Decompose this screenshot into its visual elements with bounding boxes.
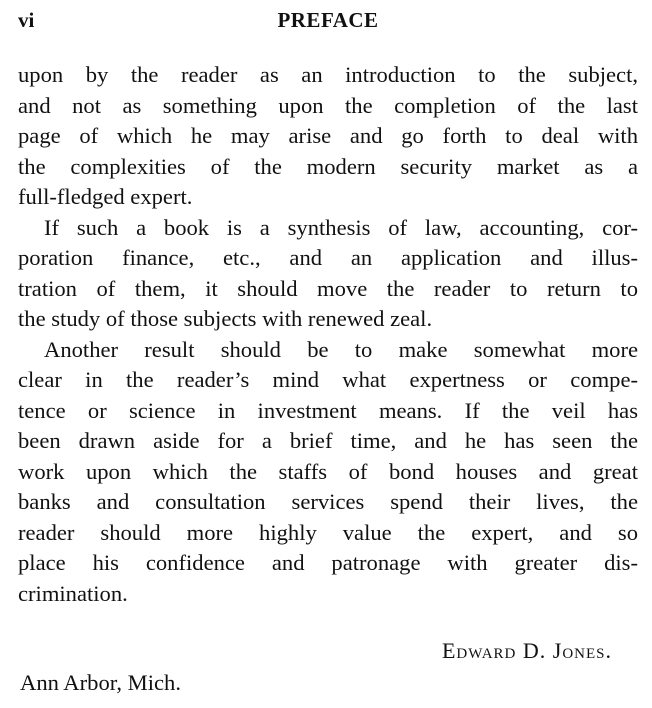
paragraph xyxy=(18,335,638,610)
paragraph xyxy=(18,213,638,335)
text-line: page of which he may arise and go forth to deal with xyxy=(18,123,638,148)
text-line: reader should more highly value the expert, and so xyxy=(18,519,638,545)
running-head: PREFACE xyxy=(277,8,379,32)
text-line: the complexities of the modern security market as a xyxy=(18,153,638,179)
text-line: banks and consultation services spend their lives, the xyxy=(18,489,638,514)
text-line: been drawn aside for a brief time, and he has seen the xyxy=(18,428,638,453)
text-line: full-fledged expert. xyxy=(18,184,193,209)
text-line: place his confidence and patronage with greater dis- xyxy=(18,550,638,575)
text-line: clear in the reader’s mind what expertness or compe- xyxy=(18,367,638,392)
text-line: upon by the reader as an introduction to the subject, xyxy=(18,62,638,87)
text-line: tration of them, it should move the reader to return to xyxy=(18,275,638,301)
place-line: Ann Arbor, Mich. xyxy=(20,670,182,695)
text-line: and not as something upon the completion of the last xyxy=(18,92,638,118)
text-line: If such a book is a synthesis of law, accounting, cor- xyxy=(44,214,638,240)
paragraph xyxy=(18,60,638,213)
body-text xyxy=(18,60,638,609)
text-line: tence or science in investment means. If the veil has xyxy=(18,397,638,423)
text-line: work upon which the staffs of bond houses and great xyxy=(18,458,638,484)
page-header xyxy=(18,8,638,38)
text-line: poration finance, etc., and an application and illus- xyxy=(18,245,638,270)
page-number: vi xyxy=(18,8,35,32)
text-line: Another result should be to make somewhat more xyxy=(44,336,638,362)
author-signature: Edward D. Jones. xyxy=(441,638,612,663)
text-line: crimination. xyxy=(18,580,128,606)
text-line: the study of those subjects with renewed zeal. xyxy=(18,306,433,331)
